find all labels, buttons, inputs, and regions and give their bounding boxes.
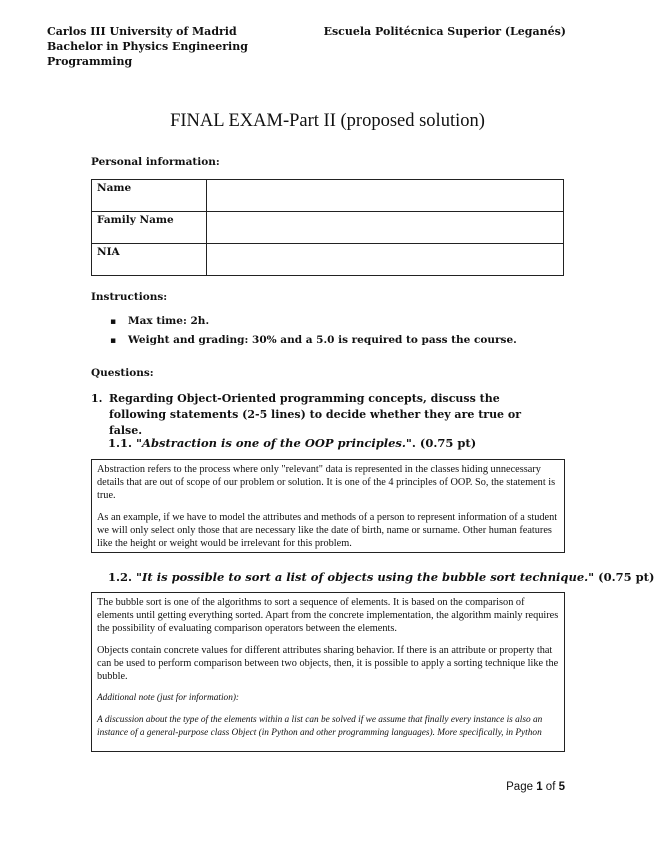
of-word: of xyxy=(545,781,556,793)
additional-note-title: Additional note (just for information): xyxy=(97,693,240,703)
list-item: ▪ Max time: 2h. xyxy=(110,312,517,331)
page-title: FINAL EXAM-Part II (proposed solution) xyxy=(170,111,485,131)
name-label: Name xyxy=(92,180,207,212)
answer-1-2-para-2: Objects contain concrete values for different attributes sharing behavior. If there is an attribute or property that can be used to perform comparison between two objects, then, it is possible to apply a sorting technique like the bubble. xyxy=(97,645,559,682)
family-name-field[interactable] xyxy=(207,212,564,244)
nia-field[interactable] xyxy=(207,244,564,276)
answer-1-1-box xyxy=(91,459,565,553)
question-1-2 xyxy=(108,570,654,584)
table-row xyxy=(92,244,564,276)
personal-info-label: Personal information: xyxy=(91,156,220,168)
university-name: Carlos III University of Madrid xyxy=(47,25,237,38)
course-name: Programming xyxy=(47,55,133,68)
question-1-1-points: . (0.75 pt) xyxy=(411,436,477,450)
additional-note-text: A discussion about the type of the elements within a list can be solved if we assume that finally every instance is also an instance of a general-purpose class Object (in Python and other programming languages). More specifically, in Python xyxy=(97,715,543,738)
name-field[interactable] xyxy=(207,180,564,212)
family-name-label: Family Name xyxy=(92,212,207,244)
questions-label: Questions: xyxy=(91,367,154,379)
header-left xyxy=(47,24,248,69)
page-word: Page xyxy=(506,781,533,793)
question-1-1-number: 1.1. xyxy=(108,436,133,450)
degree-name: Bachelor in Physics Engineering xyxy=(47,40,248,53)
page-number xyxy=(506,781,565,793)
list-item: ▪ Weight and grading: 30% and a 5.0 is required to pass the course. xyxy=(110,331,517,350)
question-1 xyxy=(91,391,551,439)
total-pages: 5 xyxy=(558,781,565,793)
nia-label: NIA xyxy=(92,244,207,276)
school-name: Escuela Politécnica Superior (Leganés) xyxy=(323,25,566,38)
answer-1-2-box xyxy=(91,592,565,752)
table-row xyxy=(92,180,564,212)
question-1-2-statement: "It is possible to sort a list of objects using the bubble sort technique." xyxy=(136,570,595,584)
answer-1-1-para-1: Abstraction refers to the process where only "relevant" data is represented in the classes hiding unnecessary details that are out of scope of our problem or solution. It is one of the 4 principles of OOP. So, the statement is true. xyxy=(97,464,556,501)
answer-1-1-para-2: As an example, if we have to model the attributes and methods of a person to represent information of a student we will only select only those that are necessary like the date of birth, name or surname. Other human features like the height or weight would be irrelevant for this problem. xyxy=(97,512,558,549)
question-1-text: Regarding Object-Oriented programming concepts, discuss the following statements (2-5 lines) to decide whether they are true or false. xyxy=(109,392,522,437)
answer-1-2-para-1: The bubble sort is one of the algorithms to sort a sequence of elements. It is based on the comparison of elements until getting everything sorted. Apart from the concrete implementation, the algorithm mainly requires the possibility of evaluating comparison operators between the elements. xyxy=(97,597,559,634)
question-1-2-number: 1.2. xyxy=(108,570,133,584)
question-1-number: 1. xyxy=(91,392,103,405)
question-1-1 xyxy=(108,436,476,450)
instructions-label: Instructions: xyxy=(91,291,168,303)
personal-info-table xyxy=(91,179,564,276)
question-1-1-statement: "Abstraction is one of the OOP principles." xyxy=(136,436,412,450)
instructions-list xyxy=(110,312,517,350)
current-page: 1 xyxy=(536,781,543,793)
table-row xyxy=(92,212,564,244)
question-1-2-points: (0.75 pt) xyxy=(594,570,655,584)
